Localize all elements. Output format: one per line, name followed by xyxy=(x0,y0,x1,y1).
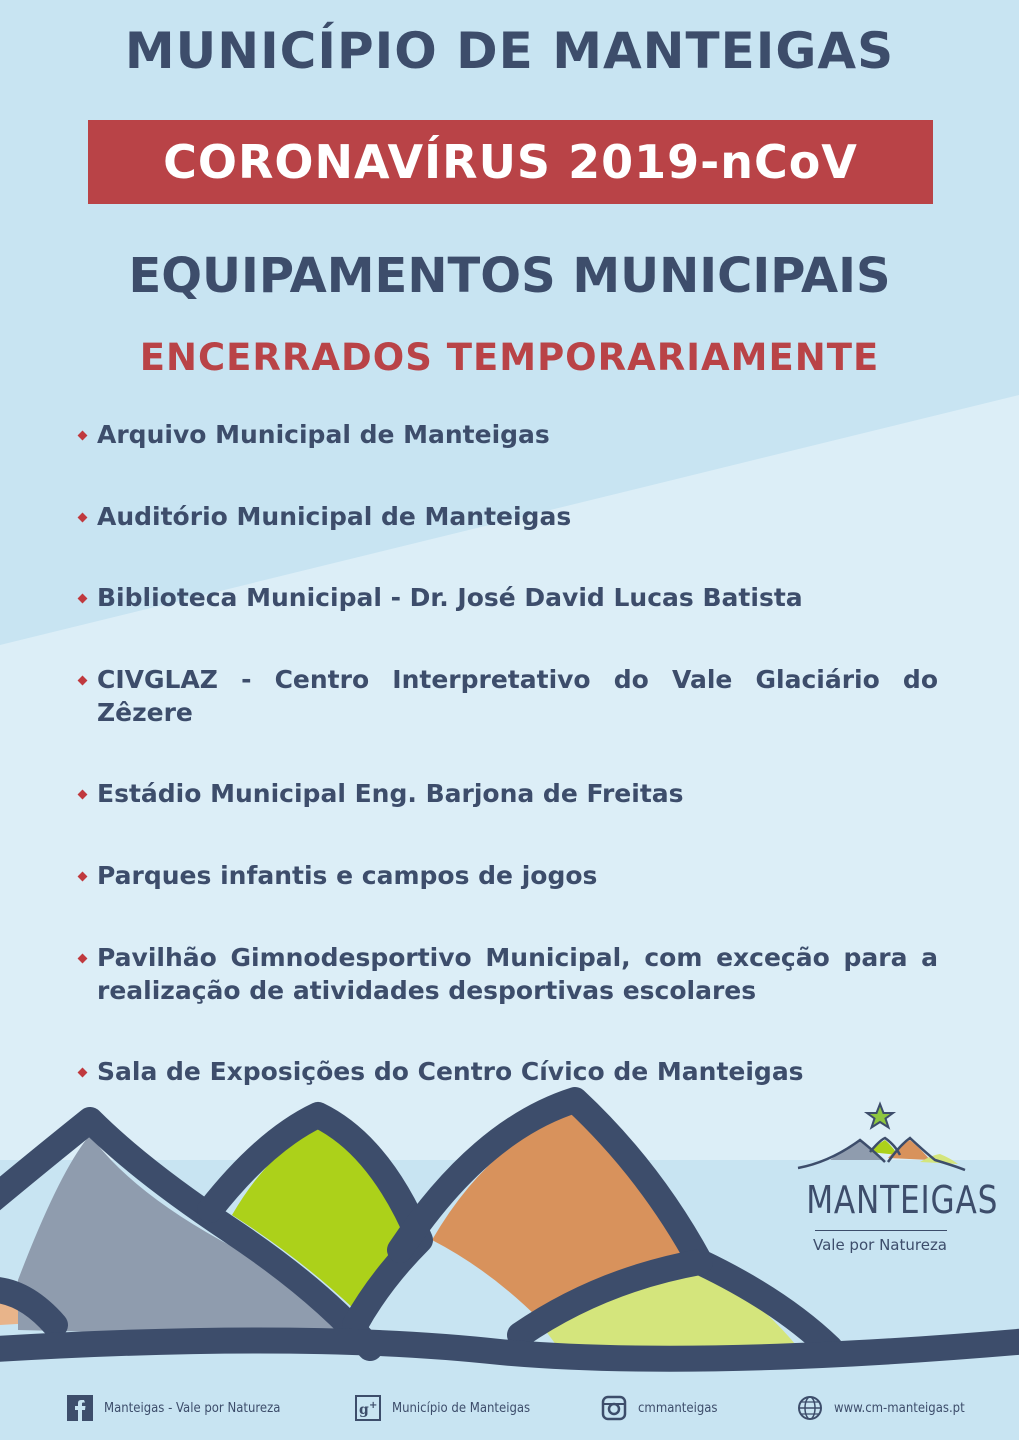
list-item-text: Auditório Municipal de Manteigas xyxy=(97,502,572,531)
googleplus-label: Município de Manteigas xyxy=(392,1400,531,1416)
list-item xyxy=(76,941,938,1007)
list-item xyxy=(76,581,938,614)
globe-icon xyxy=(796,1394,824,1422)
list-item-text: Sala de Exposições do Centro Cívico de Manteigas xyxy=(97,1057,804,1086)
list-item xyxy=(76,500,938,533)
banner-text: CORONAVÍRUS 2019-nCoV xyxy=(163,135,858,189)
list-item xyxy=(76,663,938,729)
list-item xyxy=(76,1055,938,1088)
manteigas-logo xyxy=(790,1100,999,1270)
footer xyxy=(0,1378,1019,1440)
list-item xyxy=(76,418,938,451)
diamond-bullet-icon xyxy=(78,594,88,604)
list-item-text: Arquivo Municipal de Manteigas xyxy=(97,420,550,449)
diamond-bullet-icon xyxy=(78,790,88,800)
section-heading: EQUIPAMENTOS MUNICIPAIS xyxy=(128,248,891,304)
coronavirus-banner xyxy=(88,120,933,204)
diamond-bullet-icon xyxy=(78,872,88,882)
logo-divider xyxy=(815,1230,947,1231)
list-item-text: Pavilhão Gimnodesportivo Municipal, com exceção para a realização de atividades desportivas escolares xyxy=(97,943,938,1005)
footer-facebook[interactable] xyxy=(66,1394,280,1422)
list-item-text: CIVGLAZ - Centro Interpretativo do Vale Glaciário do Zêzere xyxy=(97,665,938,727)
footer-googleplus[interactable] xyxy=(354,1394,530,1422)
section-subheading: ENCERRADOS TEMPORARIAMENTE xyxy=(139,336,880,379)
list-item xyxy=(76,777,938,810)
instagram-icon xyxy=(600,1394,628,1422)
google-plus-icon xyxy=(354,1394,382,1422)
diamond-bullet-icon xyxy=(78,431,88,441)
logo-mountains-icon xyxy=(790,1100,970,1180)
diamond-bullet-icon xyxy=(78,513,88,523)
website-label: www.cm-manteigas.pt xyxy=(834,1400,965,1416)
list-item xyxy=(76,859,938,892)
facebook-icon xyxy=(66,1394,94,1422)
list-item-text: Parques infantis e campos de jogos xyxy=(97,861,598,890)
diamond-bullet-icon xyxy=(78,676,88,686)
svg-text:+: + xyxy=(369,1400,378,1411)
list-item-text: Biblioteca Municipal - Dr. José David Lucas Batista xyxy=(97,583,803,612)
footer-instagram[interactable] xyxy=(600,1394,718,1422)
diamond-bullet-icon xyxy=(78,1068,88,1078)
footer-website[interactable] xyxy=(796,1394,965,1422)
logo-name: MANTEIGAS xyxy=(806,1178,999,1222)
logo-tagline: Vale por Natureza xyxy=(812,1236,948,1254)
page-title: MUNICÍPIO DE MANTEIGAS xyxy=(124,22,895,80)
diamond-bullet-icon xyxy=(78,954,88,964)
list-item-text: Estádio Municipal Eng. Barjona de Freitas xyxy=(97,779,684,808)
instagram-label: cmmanteigas xyxy=(638,1400,718,1416)
facebook-label: Manteigas - Vale por Natureza xyxy=(104,1400,281,1416)
svg-text:g: g xyxy=(359,1402,369,1418)
